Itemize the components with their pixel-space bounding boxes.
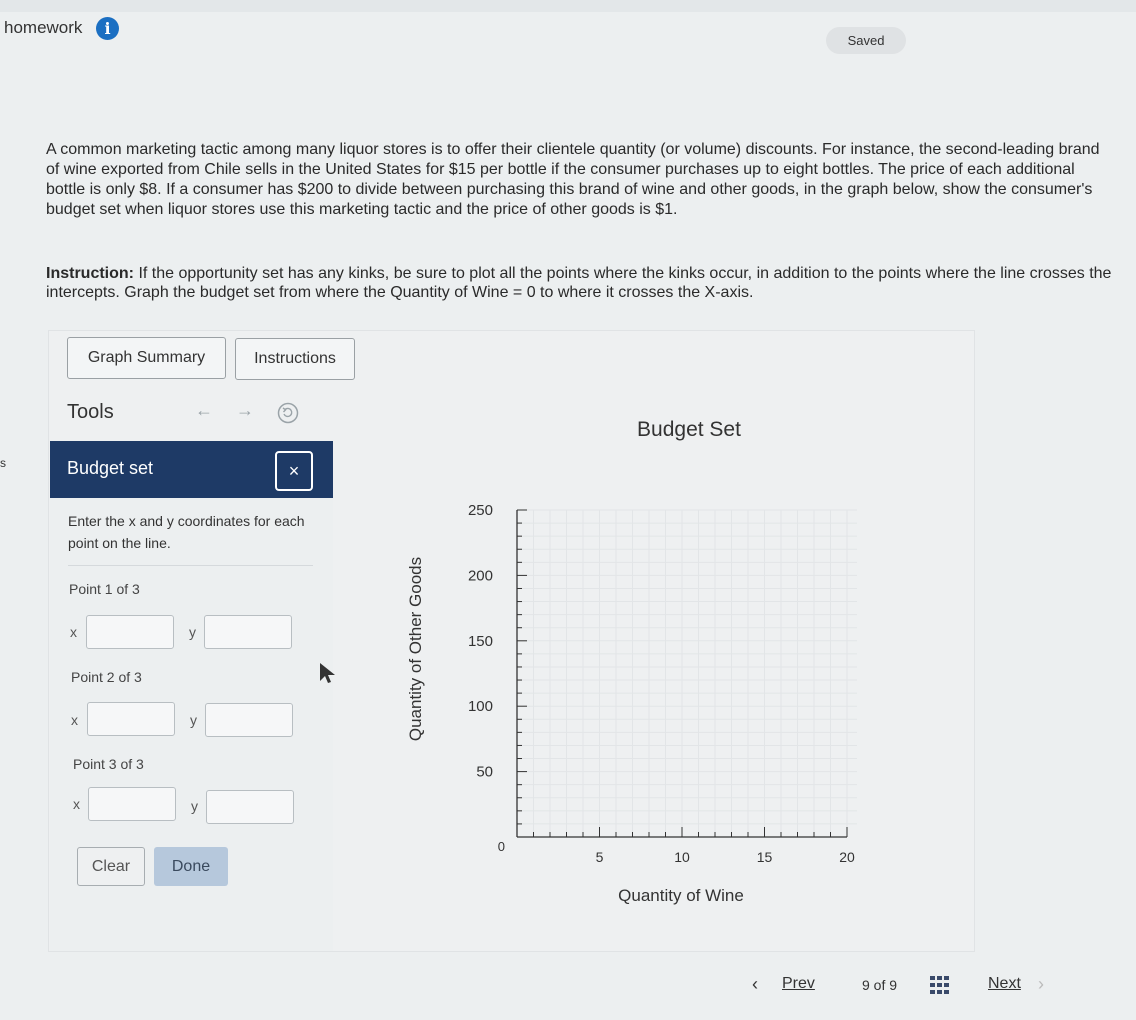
y-axis-label: Quantity of Other Goods <box>406 556 425 742</box>
top-bar <box>0 0 1136 12</box>
point-3-x-label: x <box>73 796 80 812</box>
x-tick-label: 5 <box>595 849 604 865</box>
point-3-label: Point 3 of 3 <box>73 756 144 772</box>
point-2-x-label: x <box>71 712 78 728</box>
info-icon[interactable]: i <box>96 17 119 40</box>
edge-text: s <box>0 456 6 470</box>
point-1-x-input[interactable] <box>86 615 174 649</box>
done-button[interactable]: Done <box>154 847 228 886</box>
point-3-y-label: y <box>191 798 198 814</box>
point-2-y-label: y <box>190 712 197 728</box>
x-tick-labels <box>596 849 855 865</box>
point-1-x-label: x <box>70 624 77 640</box>
redo-icon[interactable]: → <box>236 400 254 420</box>
clear-button[interactable]: Clear <box>77 847 145 886</box>
budget-set-chart[interactable] <box>395 405 875 925</box>
close-icon[interactable]: × <box>275 451 313 491</box>
instruction-label: Instruction: <box>46 265 134 282</box>
prev-button[interactable]: Prev <box>782 975 815 992</box>
mouse-cursor-icon <box>318 662 338 686</box>
point-2-label: Point 2 of 3 <box>71 669 142 685</box>
tools-label: Tools <box>67 401 114 423</box>
instructions-button[interactable]: Instructions <box>235 338 355 380</box>
x-tick-label: 20 <box>839 849 855 865</box>
x-axis-label: Quantity of Wine <box>618 886 744 905</box>
chart-title: Budget Set <box>637 418 741 441</box>
y-tick-label: 50 <box>476 763 493 781</box>
y-tick-labels <box>468 502 505 854</box>
point-3-x-input[interactable] <box>88 787 176 821</box>
point-1-label: Point 1 of 3 <box>69 581 140 597</box>
point-3-y-input[interactable] <box>206 790 294 824</box>
chevron-right-icon[interactable]: › <box>1038 974 1044 994</box>
next-button[interactable]: Next <box>988 975 1021 992</box>
x-tick-label: 10 <box>674 849 690 865</box>
graph-summary-button[interactable]: Graph Summary <box>67 337 226 379</box>
question-text: A common marketing tactic among many liquor stores is to offer their clientele quantity (or volume) discounts. For instance, the second-leading brand of wine exported from Chile sells in the United States for $15 per bottle if the consumer purchases up to eight bottles. The price of each additional bottle is only $8. If a consumer has $200 to divide between purchasing this brand of wine and other goods, in the graph below, show the consumer's budget set when liquor stores use this marketing tactic and the price of other goods is $1. <box>46 141 1100 218</box>
y-tick-label: 100 <box>467 698 493 716</box>
point-1-y-input[interactable] <box>204 615 292 649</box>
y-tick-label: 150 <box>467 632 493 650</box>
question-counter: 9 of 9 <box>862 977 898 993</box>
coordinates-hint: Enter the x and y coordinates for each point on the line. <box>68 513 305 551</box>
point-2-x-input[interactable] <box>87 702 175 736</box>
question-grid-icon[interactable] <box>930 976 950 994</box>
x-tick-label: 15 <box>756 849 773 865</box>
reset-icon[interactable] <box>277 402 299 424</box>
point-1-y-label: y <box>189 624 196 640</box>
saved-status-badge: Saved <box>826 27 906 54</box>
y-tick-label: 200 <box>467 567 493 585</box>
assignment-title: homework <box>4 18 83 37</box>
budget-set-title: Budget set <box>67 458 154 478</box>
chart-grid <box>517 510 857 837</box>
point-2-y-input[interactable] <box>205 703 293 737</box>
y-tick-label: 250 <box>467 502 493 519</box>
y-tick-label: 0 <box>497 839 505 854</box>
instruction-body: If the opportunity set has any kinks, be sure to plot all the points where the kinks occur, in addition to the points where the line crosses the intercepts. Graph the budget set from where the Quantity of Wine = 0 to where it crosses the X-axis. <box>46 265 1112 301</box>
undo-icon[interactable]: ← <box>195 400 213 420</box>
instruction-text <box>46 264 1121 302</box>
divider <box>68 565 313 566</box>
chevron-left-icon[interactable]: ‹ <box>752 974 758 994</box>
